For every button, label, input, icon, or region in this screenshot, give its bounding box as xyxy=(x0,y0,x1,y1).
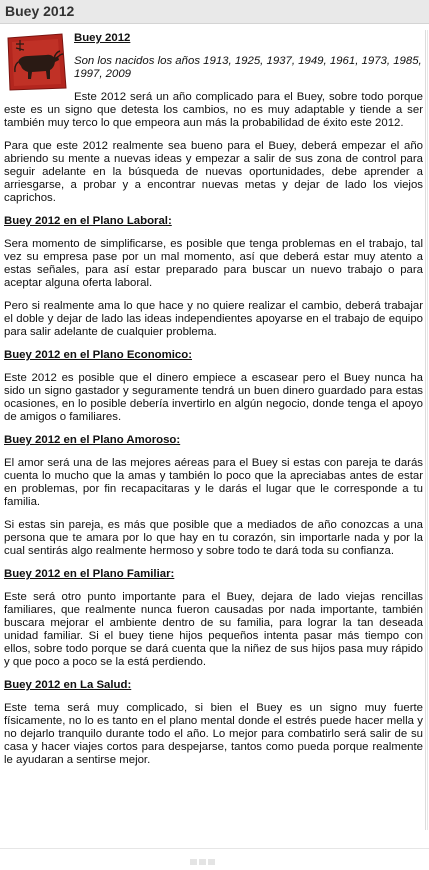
section-heading-amoroso: Buey 2012 en el Plano Amoroso: xyxy=(4,434,181,446)
intro-heading: Buey 2012 xyxy=(74,32,131,44)
section-paragraph: Sera momento de simplificarse, es posible que tenga problemas en el trabajo, tal vez su empresa pase por un mal momento, así que deberá estar muy atento a estas señales, para así estar preparado para buscar un nuevo trabajo o para aceptar alguna oferta laboral. xyxy=(4,238,423,289)
section-heading-familiar: Buey 2012 en el Plano Familiar: xyxy=(4,568,175,580)
sidebar-divider-outer xyxy=(427,30,428,830)
pagination-dots[interactable] xyxy=(190,852,217,870)
section-heading-economico: Buey 2012 en el Plano Economico: xyxy=(4,349,193,361)
intro-years: Son los nacidos los años 1913, 1925, 1937, 1949, 1961, 1973, 1985, 1997, 2009 xyxy=(74,55,422,80)
article-body xyxy=(4,30,423,777)
sidebar-divider xyxy=(425,30,426,830)
section-paragraph: Si estas sin pareja, es más que posible que a mediados de año conozcas a una persona que te amara por lo que hay en tu corazón, sin importarle nada y por la cual sentirás algo realmente hermoso y sobre todo te dará toda su confianza. xyxy=(4,519,423,557)
section-paragraph: Este 2012 es posible que el dinero empiece a escasear pero el Buey nunca ha sido un signo gastador y seguramente tendrá un buen dinero guardado para estas ocasiones, en lo posible debería invertirlo en algún negocio, donde tenga el apoyo de amigos o familiares. xyxy=(4,372,423,423)
intro-paragraph: Para que este 2012 realmente sea bueno para el Buey, deberá empezar el año abriendo su mente a nuevas ideas y empezar a salir de sus zona de control para seguir adelante en la búsqueda de nuevas oportunidades, debe aprender a arriesgarse, a probar y a encontrar nuevas metas y dejar de lado los viejos caprichos. xyxy=(4,140,423,204)
title-bar xyxy=(0,0,429,24)
section-paragraph: Este tema será muy complicado, si bien el Buey es un signo muy fuerte físicamente, no lo es tanto en el plano mental donde el estrés puede hacer mella y no dejarlo tranquilo durante todo el año. Lo mejor para combatirlo será salir de su casa y hacer viajes cortos para despejarse, tantos como pueda porque realmente le ayudaran a sentirse mejor. xyxy=(4,702,423,766)
intro-paragraph: Este 2012 será un año complicado para el Buey, sobre todo porque este es un signo que detesta los cambios, no es muy adaptable y tiende a ser también muy terco lo que empeora aun más la probabilidad de éxito este 2012. xyxy=(4,91,423,129)
section-heading-laboral: Buey 2012 en el Plano Laboral: xyxy=(4,215,172,227)
footer-divider xyxy=(0,848,429,849)
page-title: Buey 2012 xyxy=(5,3,75,19)
ox-zodiac-icon xyxy=(4,32,68,92)
section-paragraph: Pero si realmente ama lo que hace y no quiere realizar el cambio, deberá trabajar el doble y dejar de lado las ideas independientes apoyarse en el trabajo de equipo para salir adelante de cualquier problema. xyxy=(4,300,423,338)
section-paragraph: Este será otro punto importante para el Buey, dejara de lado viejas rencillas familiares, que realmente nunca fueron causadas por nada importante, también buscara mejorar el ambiente dentro de su familia, para lograr la tan deseada unidad familiar. Si el buey tiene hijos pequeños intenta pasar más tiempo con ellos, sobre todo porque se dará cuenta que la niñez de sus hijos pasa muy rápido y que poco a poco se la está perdiendo. xyxy=(4,591,423,668)
section-heading-salud: Buey 2012 en La Salud: xyxy=(4,679,132,691)
section-paragraph: El amor será una de las mejores aéreas para el Buey si estas con pareja te darás cuenta lo mucho que la amas y también lo poco que la apreciabas antes de estar en problemas, por fin recapacitaras y le darás el lugar que le corresponde a tu familia. xyxy=(4,457,423,508)
